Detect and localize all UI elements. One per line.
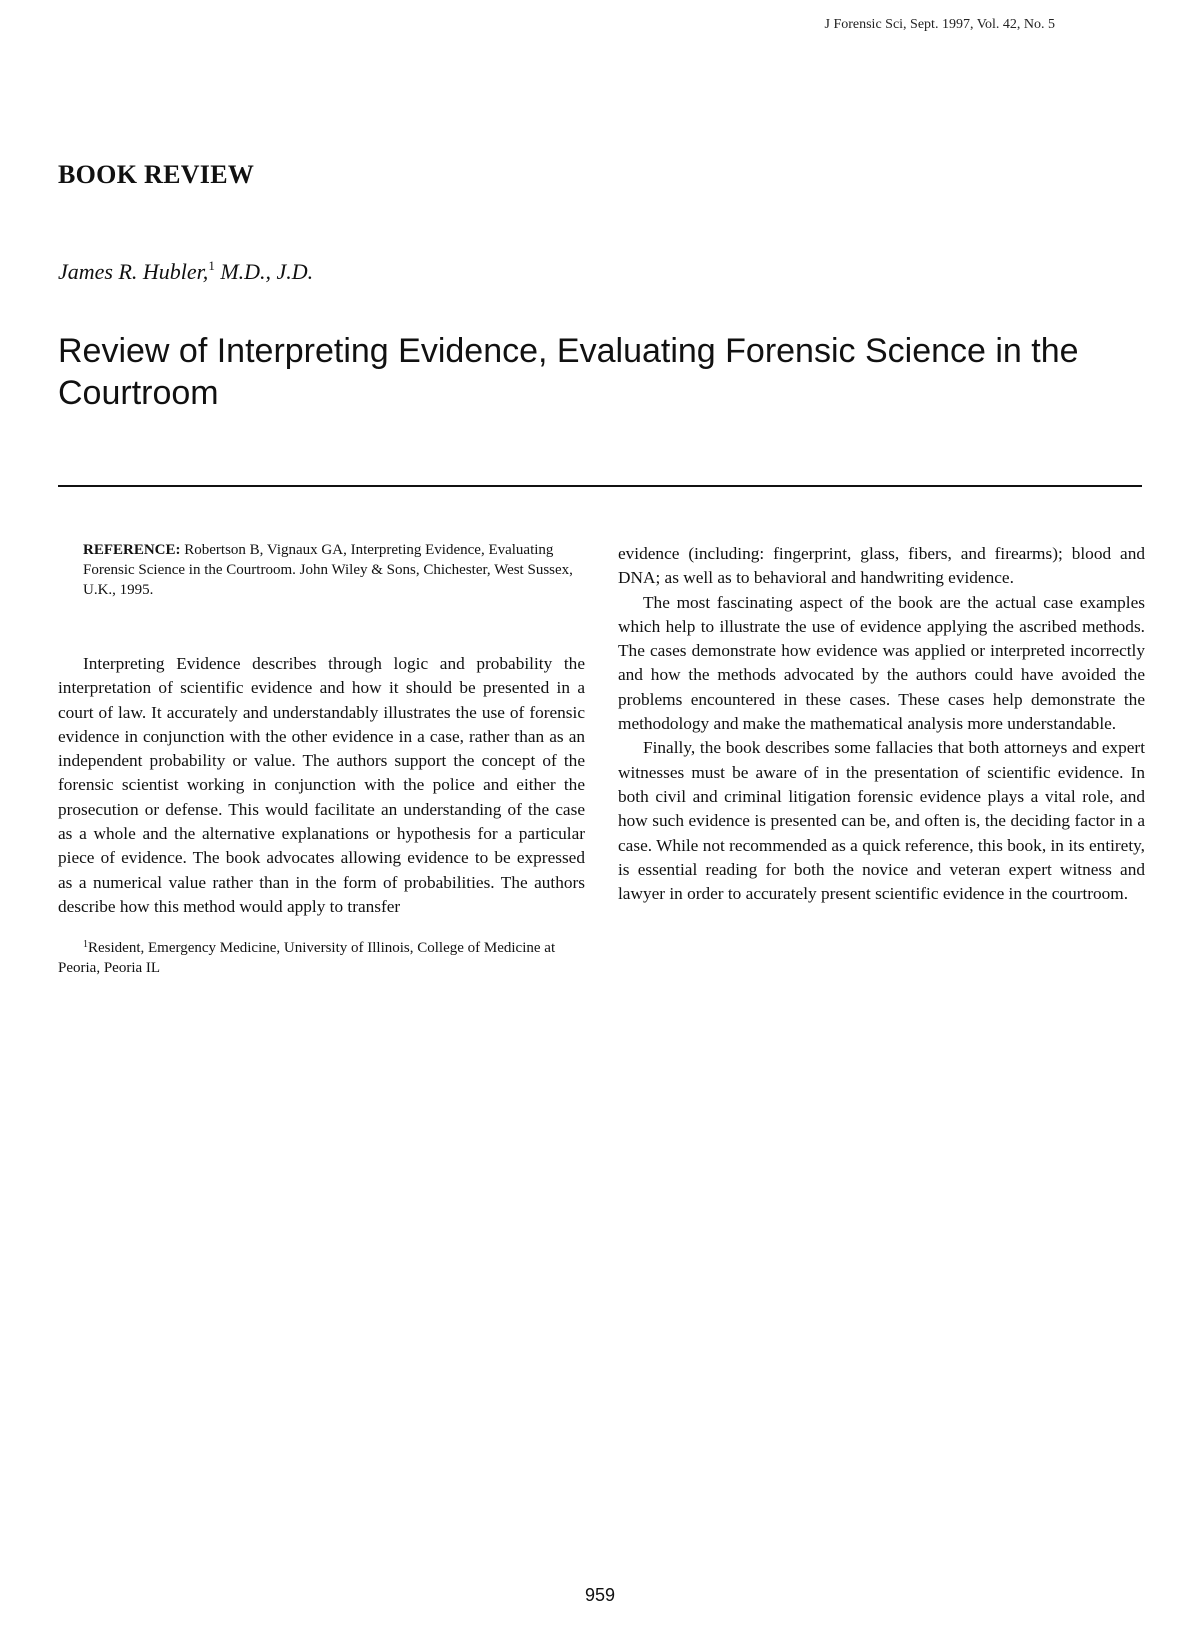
right-column (618, 542, 1145, 906)
running-head: J Forensic Sci, Sept. 1997, Vol. 42, No. 5 (824, 17, 1055, 32)
body-paragraph: Interpreting Evidence describes through logic and probability the interpretation of scientific evidence and how it should be presented in a court of law. It accurately and understandably illustrates the use of forensic evidence in conjunction with the other evidence in a case, rather than as an independent probability or value. The authors support the concept of the forensic scientist working in conjunction with the police and either the prosecution or defense. This would facilitate an understanding of the case as a whole and the alternative explanations or hypothesis for a particular piece of evidence. The book advocates allowing evidence to be expressed as a numerical value rather than in the form of probabilities. The authors describe how this method would apply to transfer (58, 654, 585, 916)
author-degrees: M.D., J.D. (214, 259, 314, 284)
reference-text: Robertson B, Vignaux GA, Interpreting Evidence, Evaluating Forensic Science in the Courtroom. John Wiley & Sons, Chichester, West Sussex, U.K., 1995. (83, 542, 573, 598)
article-title: Review of Interpreting Evidence, Evaluating Forensic Science in the Courtroom (58, 332, 1079, 412)
body-paragraph: The most fascinating aspect of the book are the actual case examples which help to illustrate the use of evidence applying the ascribed methods. The cases demonstrate how evidence was applied or interpreted incorrectly and how the methods advocated by the authors could have avoided the problems encountered in these cases. These cases help demonstrate the methodology and make the mathematical analysis more understandable. (618, 592, 1145, 734)
reference-block (58, 540, 585, 600)
footnote-text: Resident, Emergency Medicine, University of Illinois, College of Medicine at Peoria, Peoria IL (58, 940, 556, 977)
reference-label: REFERENCE: (83, 542, 181, 558)
page-number: 959 (584, 1585, 616, 1605)
author-name: James R. Hubler, (58, 259, 209, 284)
body-paragraph: evidence (including: fingerprint, glass, fibers, and firearms); blood and DNA; as well as to behavioral and handwriting evidence. (618, 544, 1145, 588)
author-footnote-mark: 1 (208, 258, 215, 273)
author-line (58, 258, 313, 285)
left-column (58, 540, 585, 978)
body-paragraph: Finally, the book describes some fallacies that both attorneys and expert witnesses must be aware of in the presentation of scientific evidence. In both civil and criminal litigation forensic evidence plays a vital role, and how such evidence is presented can be, and often is, the deciding factor in a case. While not recommended as a quick reference, this book, in its entirety, is essential reading for both the novice and veteran expert witness and lawyer in order to accurately present scientific evidence in the courtroom. (618, 738, 1145, 904)
title-rule (58, 485, 1142, 487)
section-label: BOOK REVIEW (58, 160, 255, 189)
footnote (58, 935, 585, 978)
footnote-mark: 1 (83, 939, 88, 951)
